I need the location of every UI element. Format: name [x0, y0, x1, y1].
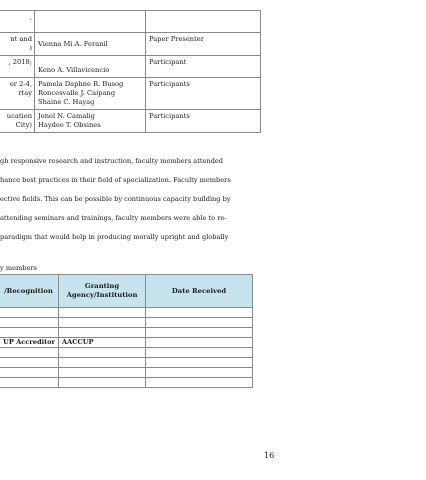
table-row [0, 318, 253, 328]
awards-table [0, 274, 253, 388]
recognition-cell [0, 328, 59, 338]
faculty-cell [35, 78, 146, 110]
table-caption: y members [0, 264, 37, 272]
faculty-name: Pamela Daphne R. Busog [38, 80, 124, 88]
paragraph-line: ective fields. This can be possible by continuous capacity building by [0, 195, 231, 203]
date-cell [146, 318, 253, 328]
faculty-name: Vienna Mi A. Feranil [38, 39, 108, 48]
role-cell: Participants [146, 78, 261, 110]
role-cell: Participant [146, 56, 261, 78]
table-row [0, 338, 253, 348]
table-row [0, 33, 261, 56]
table-row [0, 56, 261, 78]
table-row [0, 328, 253, 338]
table-row [0, 358, 253, 368]
recognition-cell [0, 368, 59, 378]
faculty-cell [35, 11, 146, 33]
recognition-cell [0, 378, 59, 388]
event-cell: ucation City) [0, 110, 35, 133]
agency-cell: AACCUP [59, 338, 146, 348]
faculty-name: Jonel N. Camalig [38, 112, 95, 120]
date-cell [146, 348, 253, 358]
faculty-name: Keno A. Villavicencio [38, 66, 110, 74]
role-cell: Paper Presenter [146, 33, 261, 56]
event-cell: , 2018; [0, 56, 35, 78]
paragraph-line: hance best practices in their field of specialization. Faculty members [0, 176, 231, 184]
page-number: 16 [264, 451, 275, 460]
paragraph-line: paradigm that would help in producing morally upright and globally [0, 233, 229, 241]
faculty-cell [35, 56, 146, 78]
event-cell: er 2-4, rtay [0, 78, 35, 110]
agency-cell [59, 328, 146, 338]
table-row [0, 348, 253, 358]
faculty-name: Haydee T. Obsines [38, 121, 101, 129]
recognition-cell [0, 358, 59, 368]
recognition-cell [0, 348, 59, 358]
faculty-cell [35, 33, 146, 56]
table-row [0, 308, 253, 318]
faculty-name: Roncesvalle J. Caipang [38, 89, 116, 97]
table-row [0, 368, 253, 378]
agency-cell [59, 378, 146, 388]
agency-cell [59, 318, 146, 328]
body-paragraph [0, 152, 254, 247]
table-row [0, 11, 261, 33]
recognition-cell [0, 318, 59, 328]
table-row [0, 78, 261, 110]
agency-cell [59, 358, 146, 368]
faculty-name: Shaine C. Hayag [38, 98, 95, 106]
recognition-cell: UP Accreditor [0, 338, 59, 348]
faculty-cell [35, 110, 146, 133]
event-cell: nt and ) [0, 33, 35, 56]
date-cell [146, 378, 253, 388]
date-cell [146, 308, 253, 318]
role-cell [146, 11, 261, 33]
header-granting-agency: Granting Agency/Institution [59, 275, 146, 308]
event-cell: , [0, 11, 35, 33]
agency-cell [59, 348, 146, 358]
recognition-cell [0, 308, 59, 318]
date-cell [146, 358, 253, 368]
role-cell: Participants [146, 110, 261, 133]
date-cell [146, 328, 253, 338]
participants-table [0, 10, 261, 133]
paragraph-line: attending seminars and trainings, faculty members were able to re- [0, 214, 227, 222]
date-cell [146, 368, 253, 378]
table-row [0, 378, 253, 388]
paragraph-line: gh responsive research and instruction, faculty members attended [0, 157, 224, 165]
table-row [0, 110, 261, 133]
agency-cell [59, 368, 146, 378]
header-date-received: Date Received [146, 275, 253, 308]
date-cell [146, 338, 253, 348]
header-recognition: /Recognition [0, 275, 59, 308]
agency-cell [59, 308, 146, 318]
